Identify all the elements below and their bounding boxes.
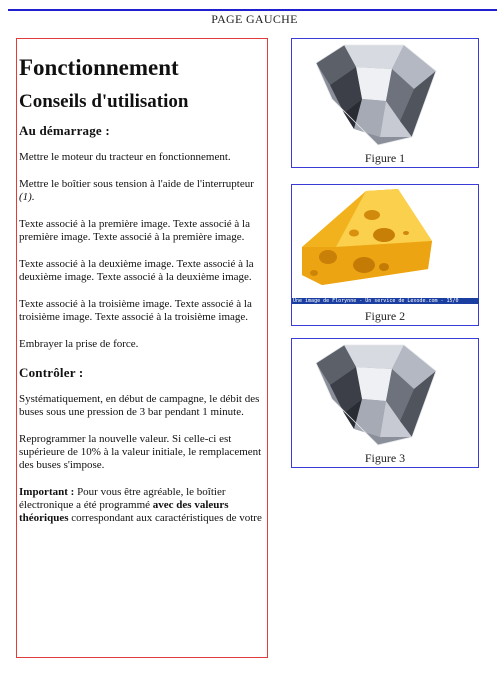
section-heading-startup: Au démarrage : bbox=[19, 123, 110, 138]
figure-caption: Figure 2 bbox=[364, 309, 406, 323]
paragraph: Texte associé à la troisième image. Texte associé à la troisième image. Texte associé à la troisième image. bbox=[19, 298, 252, 323]
figure-1 bbox=[291, 38, 479, 168]
paragraph: Embrayer la prise de force. bbox=[19, 338, 139, 350]
important-label: Important : bbox=[19, 486, 75, 498]
figure-3 bbox=[291, 338, 479, 468]
paragraph-text: Pour vous être agréable, le boîtier électronique a été programmé bbox=[19, 486, 226, 511]
paragraph-text: Mettre le boîtier sous tension à l'aide de l'interrupteur bbox=[19, 178, 254, 190]
paragraph bbox=[19, 178, 265, 204]
paragraph: Systématiquement, en début de campagne, le débit des buses sous une pression de 3 bar pendant 1 minute. bbox=[19, 393, 260, 418]
figure-2 bbox=[291, 184, 479, 326]
paragraph: Reprogrammer la nouvelle valeur. Si celle-ci est supérieure de 10% à la valeur initiale, le remplacement des buses s'impose. bbox=[19, 433, 262, 471]
section-heading-control: Contrôler : bbox=[19, 365, 84, 380]
diamond-image bbox=[296, 341, 474, 449]
top-rule bbox=[8, 9, 497, 11]
image-watermark: Une image de Florynne - Un service de Lexode.com - 15/0 bbox=[292, 298, 479, 304]
figure-caption: Figure 1 bbox=[364, 151, 406, 165]
paragraph bbox=[19, 486, 265, 525]
page-subtitle: Conseils d'utilisation bbox=[19, 91, 189, 112]
diamond-image bbox=[296, 41, 474, 149]
paragraph-text: correspondant aux caractéristiques de votre bbox=[68, 512, 262, 524]
switch-reference: (1). bbox=[19, 191, 35, 203]
cheese-image bbox=[296, 187, 474, 295]
page-header-label: PAGE GAUCHE bbox=[211, 12, 298, 26]
page-title: Fonctionnement bbox=[19, 55, 179, 80]
paragraph: Mettre le moteur du tracteur en fonctionnement. bbox=[19, 151, 231, 163]
paragraph: Texte associé à la première image. Texte associé à la première image. Texte associé à la première image. bbox=[19, 218, 250, 243]
emphasis-text: avec des valeurs théoriques bbox=[19, 499, 229, 524]
figure-caption: Figure 3 bbox=[364, 451, 406, 465]
text-column bbox=[16, 38, 268, 658]
paragraph: Texte associé à la deuxième image. Texte associé à la deuxième image. Texte associé à la deuxième image. bbox=[19, 258, 254, 283]
